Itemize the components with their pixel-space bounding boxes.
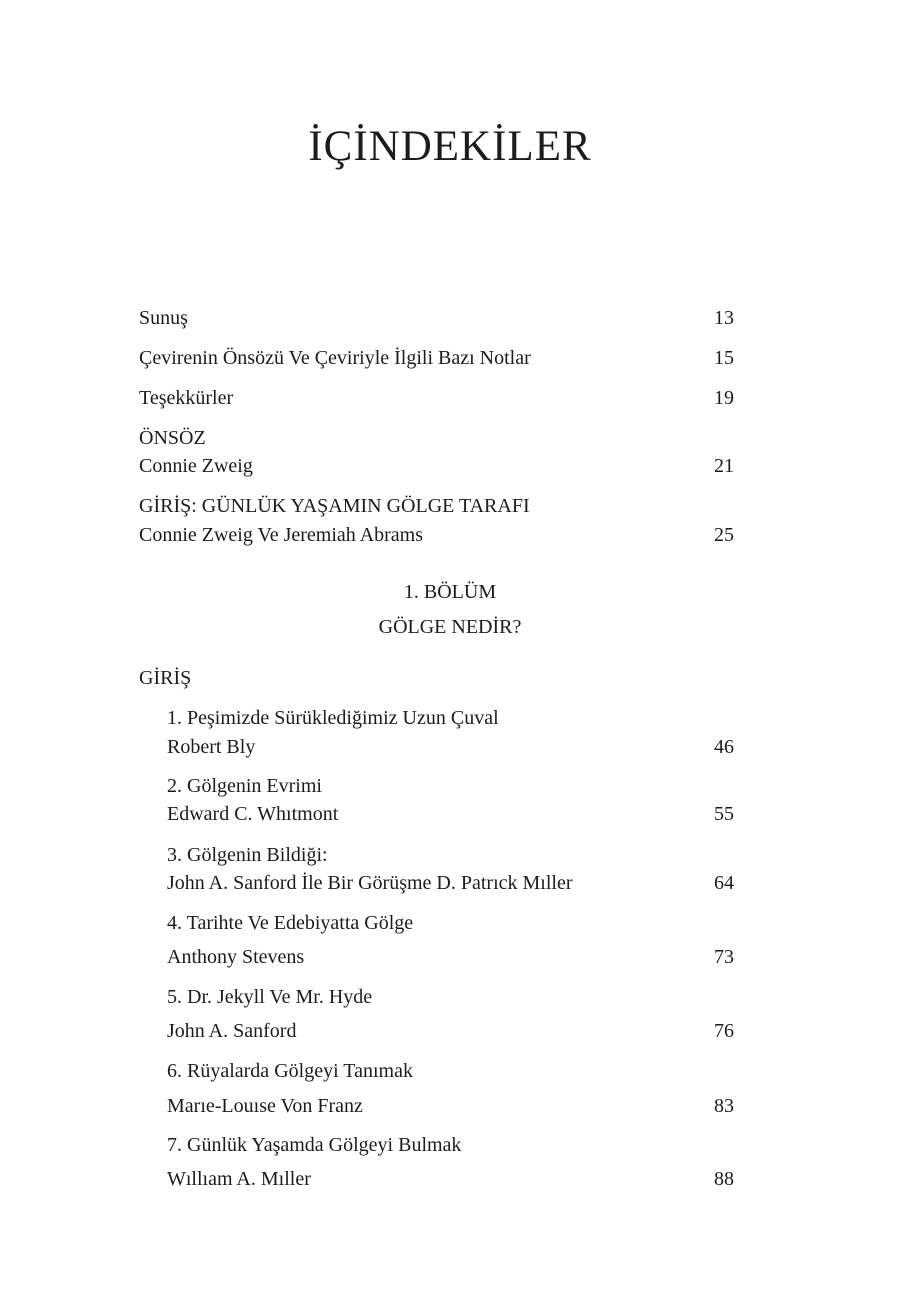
chapter-title: 7. Günlük Yaşamda Gölgeyi Bulmak bbox=[167, 1134, 462, 1156]
toc-page-number: 64 bbox=[714, 872, 734, 894]
chapter-title: 6. Rüyalarda Gölgeyi Tanımak bbox=[167, 1060, 413, 1082]
toc-entry-tesekkurler: Teşekkürler bbox=[139, 387, 234, 409]
toc-page-number: 15 bbox=[714, 347, 734, 369]
toc-entry-sunus: Sunuş bbox=[139, 307, 188, 329]
part-number: 1. BÖLÜM bbox=[403, 581, 497, 603]
toc-page-number: 55 bbox=[714, 803, 734, 825]
toc-page-number: 13 bbox=[714, 307, 734, 329]
toc-page-number: 83 bbox=[714, 1095, 734, 1117]
toc-entry-onsoz: ÖNSÖZ bbox=[139, 427, 206, 449]
chapter-title: 3. Gölgenin Bildiği: bbox=[167, 844, 328, 866]
toc-page-number: 88 bbox=[714, 1168, 734, 1190]
chapter-author: Wıllıam A. Mıller bbox=[167, 1168, 311, 1190]
toc-entry-author: Connie Zweig bbox=[139, 455, 253, 477]
chapter-author: John A. Sanford bbox=[167, 1020, 297, 1042]
part-title: GÖLGE NEDİR? bbox=[378, 616, 522, 638]
chapter-author: Edward C. Whıtmont bbox=[167, 803, 339, 825]
chapter-author: Marıe-Louıse Von Franz bbox=[167, 1095, 363, 1117]
chapter-title: 5. Dr. Jekyll Ve Mr. Hyde bbox=[167, 986, 373, 1008]
toc-page-number: 46 bbox=[714, 736, 734, 758]
chapter-author: John A. Sanford İle Bir Görüşme D. Patrıck Mıller bbox=[167, 872, 573, 894]
toc-entry-author: Connie Zweig Ve Jeremiah Abrams bbox=[139, 524, 424, 546]
toc-page-number: 25 bbox=[714, 524, 734, 546]
toc-page-number: 73 bbox=[714, 946, 734, 968]
toc-page-number: 19 bbox=[714, 387, 734, 409]
page-title: İÇİNDEKİLER bbox=[308, 123, 592, 170]
chapter-author: Robert Bly bbox=[167, 736, 256, 758]
chapter-title: 2. Gölgenin Evrimi bbox=[167, 775, 322, 797]
chapter-title: 4. Tarihte Ve Edebiyatta Gölge bbox=[167, 912, 414, 934]
toc-page-number: 21 bbox=[714, 455, 734, 477]
chapter-title: 1. Peşimizde Sürüklediğimiz Uzun Çuval bbox=[167, 707, 499, 729]
chapter-author: Anthony Stevens bbox=[167, 946, 305, 968]
toc-entry-giris: GİRİŞ: GÜNLÜK YAŞAMIN GÖLGE TARAFI bbox=[139, 495, 530, 517]
toc-entry-cevirenin-onsozu: Çevirenin Önsözü Ve Çeviriyle İlgili Bazı Notlar bbox=[139, 347, 531, 369]
part-intro: GİRİŞ bbox=[139, 667, 192, 689]
toc-page-number: 76 bbox=[714, 1020, 734, 1042]
